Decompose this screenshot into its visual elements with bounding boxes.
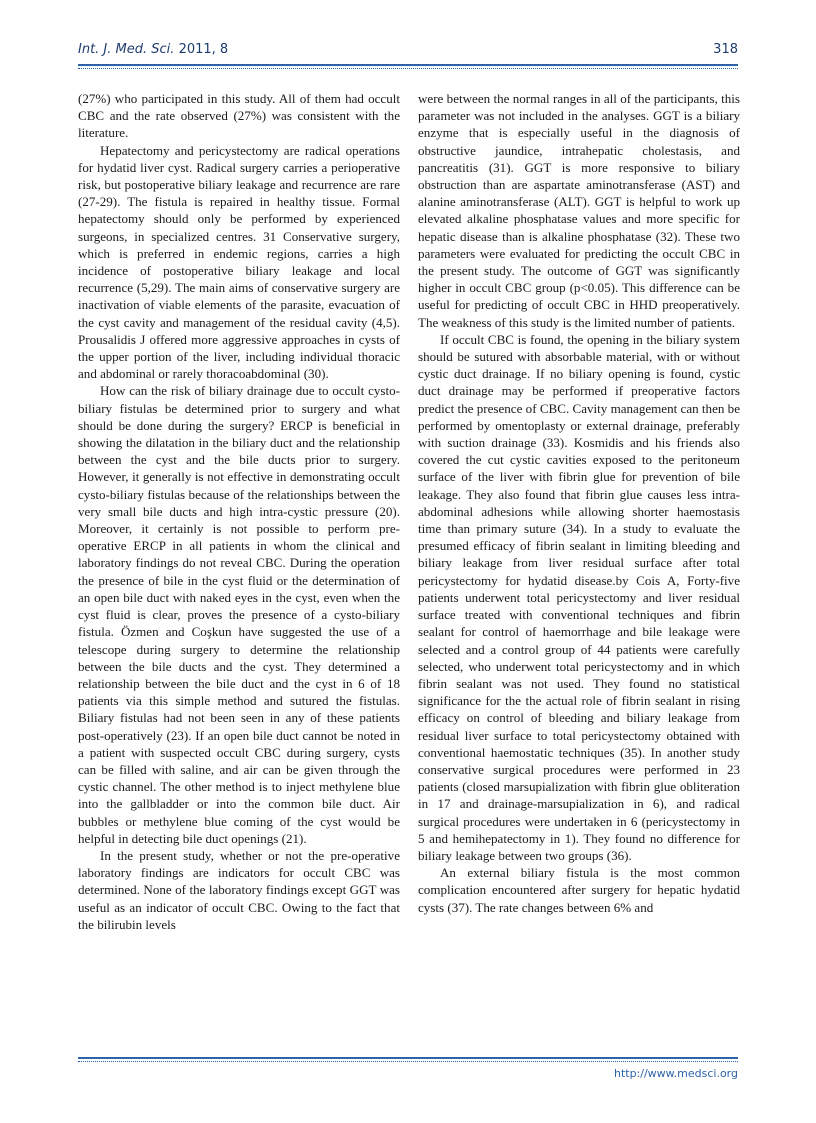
page-number: 318: [713, 42, 738, 57]
paragraph: How can the risk of biliary drainage due to occult cysto-biliary fistulas be determined prior to surgery and what should be done during the surgery? ERCP is beneficial in showing the dilatation in the biliary duct and the relationship between the cyst and the bile ducts prior to surgery. However, it generally is not effective in demonstrating occult cysto-biliary fistulas because of the relationships between the very small bile ducts and high intra-cystic pressure (20). Moreover, it certainly is not possible to perform pre-operative ERCP in all patients in whom the clinical and laboratory findings do not reveal CBC. During the operation the presence of bile in the cyst fluid or the determination of an open bile duct with naked eyes in the cyst, even when the cyst fluid is clear, proves the presence of a cysto-biliary fistula. Özmen and Coşkun have suggested the use of a telescope during surgery to determine the relationship between the bile ducts and the cyst. They determined a relationship between the bile duct and the cyst in 6 of 18 patients via this simple method and sutured the fistulas. Biliary fistulas had not been seen in any of these patients post-operatively (23). If an open bile duct cannot be noted in a patient with suspected occult CBC during surgery, cysts can be filled with saline, and air can be given through the cystic channel. The other method is to inject methylene blue into the gallbladder or into the common bile duct. Air bubbles or methylene blue coming of the cyst would be helpful in detecting bile duct openings (21).: [78, 383, 400, 846]
paragraph: An external biliary fistula is the most common complication encountered after surgery for hepatic hydatid cysts (37). The rate changes between 6% and: [418, 865, 740, 915]
paragraph: Hepatectomy and pericystectomy are radical operations for hydatid liver cyst. Radical surgery carries a perioperative risk, but postoperative biliary leakage and recurrence are rare (27-29). The fistula is repaired in healthy tissue. Formal hepatectomy should only be performed by experienced surgeons, in specialized centres. 31 Conservative surgery, which is preferred in endemic regions, carries a high incidence of postoperative biliary leakage and local recurrence (5,29). The main aims of conservative surgery are inactivation of viable elements of the parasite, evacuation of the cyst cavity and management of the residual cavity (4,5). Prousalidis J offered more aggressive approaches in cysts of the upper portion of the liver, including individual thoracic and abdominal or rarely thoracoabdominal (30).: [78, 142, 400, 382]
paragraph: If occult CBC is found, the opening in the biliary system should be sutured with absorbable material, with or without cystic duct drainage. If no biliary opening is found, cystic duct drainage may be performed if preoperative factors predict the presence of CBC. Cavity management can then be performed by omentoplasty or external drainage, preferably with suction drainage (33). Kosmidis and his friends also covered the cut cystic cavities exposed to the peritoneum surface of the liver with fibrin glue for prevention of bile leakage. They also found that fibrin glue causes less intra-abdominal adhesions while allowing shorter haemostasis time than primary suture (34). In a study to evaluate the presumed efficacy of fibrin sealant in limiting bleeding and biliary leakage from liver residual surface after total pericystectomy for hydatid disease.by Cois A, Forty-five patients underwent total pericystectomy and liver residual surface treated with conventional techniques and fibrin sealant for control of haemorrhage and bile leakage were selected and a control group of 44 patients were carefully selected, who underwent total pericystectomy and in which fibrin sealant was not used. They found no statistical significance for the the actual role of fibrin sealant in rising efficacy on control of bleeding and biliary leakage from residual liver surface to total pericystectomy obtained with conventional haemostatic techniques (35). In another study conservative surgical procedures were performed in 23 patients (closed marsupialization with fibrin glue obliteration in 17 and drainage-marsupialization in 6), and radical surgical procedures were undertaken in 6 (pericystectomy in 5 and hemihepatectomy in 1). They found no difference for biliary leakage between two groups (36).: [418, 331, 740, 863]
running-header-journal: [78, 42, 228, 57]
header-rule: [78, 64, 738, 66]
left-column: [78, 90, 400, 933]
header-rule-dotted: [78, 68, 738, 69]
journal-year-volume: 2011, 8: [178, 42, 229, 57]
paragraph: (27%) who participated in this study. All of them had occult CBC and the rate observed (27%) was consistent with the literature.: [78, 91, 400, 141]
right-column: [418, 90, 740, 916]
paragraph: were between the normal ranges in all of the participants, this parameter was not included in the analyses. GGT is a biliary enzyme that is especially useful in the diagnosis of obstructive jaundice, intrahepatic cholestasis, and pancreatitis (31). GGT is more responsive to biliary obstruction than are aspartate aminotransferase (AST) and alanine aminotransferase (ALT). GGT is helpful to work up elevated alkaline phosphatase values and more specific for hepatic disease than is alkaline phosphatase (32). These two parameters were evaluated for predicting the occult CBC in the present study. The outcome of GGT was significantly higher in occult CBC group (p<0.05). This difference can be useful for predicting of occult CBC in HHD preoperatively. The weakness of this study is the limited number of patients.: [418, 91, 740, 330]
paragraph: In the present study, whether or not the pre-operative laboratory findings are indicators for occult CBC was determined. None of the laboratory findings except GGT was useful as an indicator of occult CBC. Owing to the fact that the bilirubin levels: [78, 847, 400, 932]
footer-rule: [78, 1057, 738, 1059]
footer-rule-dotted: [78, 1061, 738, 1062]
journal-name: Int. J. Med. Sci.: [78, 42, 175, 57]
footer-url-link[interactable]: http://www.medsci.org: [613, 1067, 738, 1080]
